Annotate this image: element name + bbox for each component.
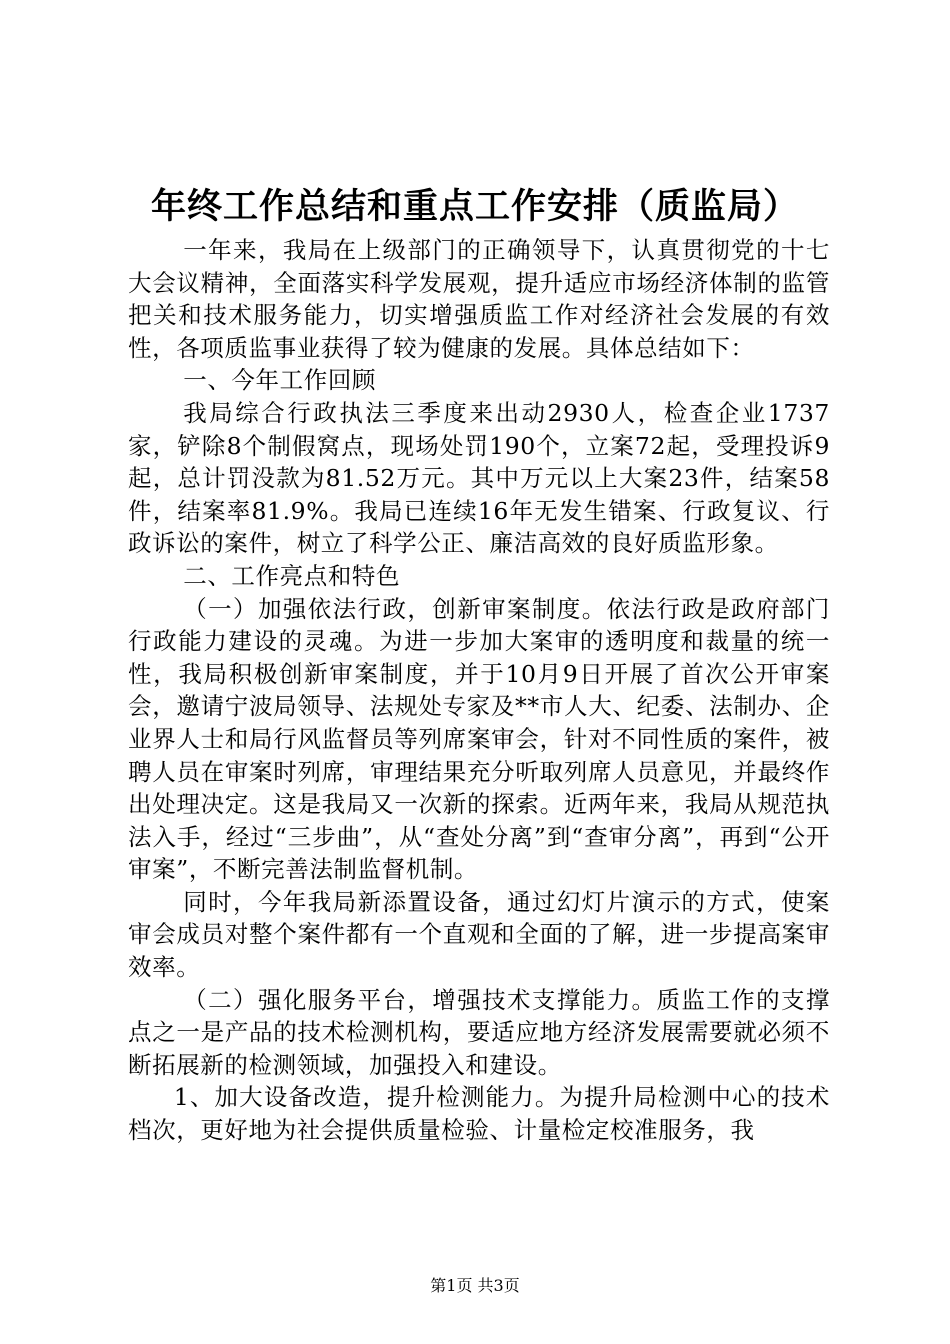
paragraph-service-platform: （二）强化服务平台，增强技术支撑能力。质监工作的支撑点之一是产品的技术检测机构，要适应地方经济发展需要就必须不断拓展新的检测领域，加强投入和建设。 xyxy=(128,985,830,1079)
section-heading-highlights: 二、工作亮点和特色 xyxy=(183,561,401,590)
paragraph-equipment: 同时，今年我局新添置设备，通过幻灯片演示的方式，使案审会成员对整个案件都有一个直观和全面的了解，进一步提高案审效率。 xyxy=(128,887,830,982)
document-body xyxy=(128,234,830,1147)
page-number: 第1页 共3页 xyxy=(430,1276,520,1295)
paragraph-equipment-upgrade: 1、加大设备改造，提升检测能力。为提升局检测中心的技术档次，更好地为社会提供质量检验、计量检定校准服务，我 xyxy=(128,1083,830,1145)
section-heading-review: 一、今年工作回顾 xyxy=(183,366,377,395)
paragraph-intro: 一年来，我局在上级部门的正确领导下，认真贯彻党的十七大会议精神，全面落实科学发展观，提升适应市场经济体制的监管把关和技术服务能力，切实增强质监工作对经济社会发展的有效性，各项质监事业获得了较为健康的发展。具体总结如下： xyxy=(128,236,830,362)
paragraph-case-review: （一）加强依法行政，创新审案制度。依法行政是政府部门行政能力建设的灵魂。为进一步加大案审的透明度和裁量的统一性，我局积极创新审案制度，并于10月9日开展了首次公开审案会，邀请宁波局领导、法规处专家及**市人大、纪委、法制办、企业界人士和局行风监督员等列席案审会，针对不同性质的案件，被聘人员在审案时列席，审理结果充分听取列席人员意见，并最终作出处理决定。这是我局又一次新的探索。近两年来，我局从规范执法入手，经过“三步曲”，从“查处分离”到“查审分离”，再到“公开审案”，不断完善法制监督机制。 xyxy=(128,594,830,884)
paragraph-enforcement-stats: 我局综合行政执法三季度来出动2930人，检查企业1737家，铲除8个制假窝点，现场处罚190个，立案72起，受理投诉9起，总计罚没款为81.52万元。其中万元以上大案23件，结案58件，结案率81.9%。我局已连续16年无发生错案、行政复议、行政诉讼的案件，树立了科学公正、廉洁高效的良好质监形象。 xyxy=(128,398,830,558)
document-title: 年终工作总结和重点工作安排（质监局） xyxy=(150,186,799,227)
